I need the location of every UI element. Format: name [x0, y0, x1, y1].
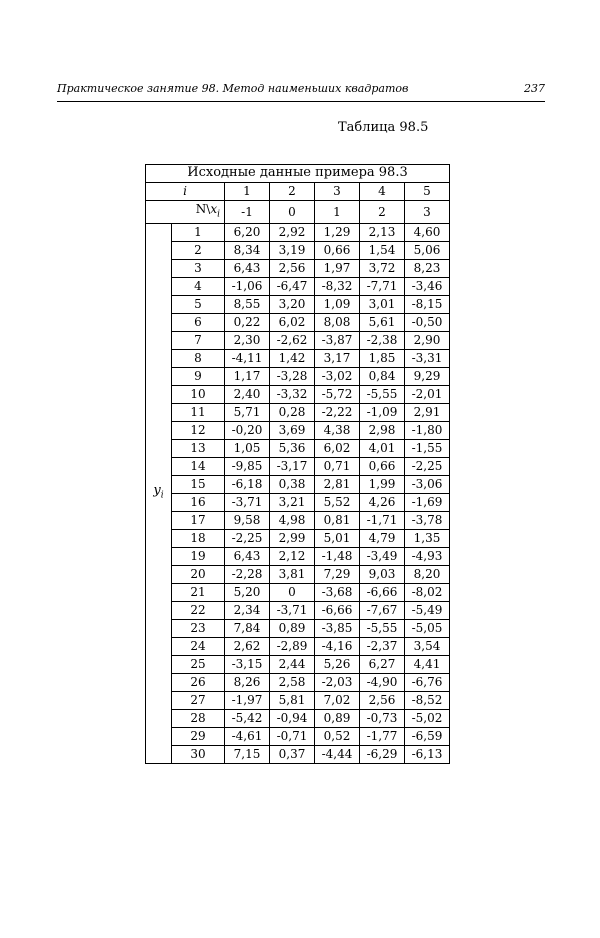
row-number: 22: [172, 602, 225, 620]
row-number: 14: [172, 458, 225, 476]
table-row: [146, 620, 450, 638]
cell-value: -2,38: [360, 332, 405, 350]
table-row: [146, 422, 450, 440]
cell-value: 1,54: [360, 242, 405, 260]
data-table: [145, 164, 450, 764]
row-number: 21: [172, 584, 225, 602]
cell-value: 1,85: [360, 350, 405, 368]
row-number: 1: [172, 224, 225, 242]
cell-value: 0,38: [270, 476, 315, 494]
cell-value: -6,76: [405, 674, 450, 692]
row-number: 9: [172, 368, 225, 386]
n-label: N: [195, 202, 207, 216]
row-number: 11: [172, 404, 225, 422]
cell-value: 3,01: [360, 296, 405, 314]
cell-value: 3,72: [360, 260, 405, 278]
cell-value: -1,71: [360, 512, 405, 530]
cell-value: 4,41: [405, 656, 450, 674]
cell-value: -6,66: [315, 602, 360, 620]
cell-value: 0,28: [270, 404, 315, 422]
cell-value: -0,20: [225, 422, 270, 440]
table-row: [146, 602, 450, 620]
cell-value: -4,90: [360, 674, 405, 692]
cell-value: -6,18: [225, 476, 270, 494]
cell-value: 0,66: [360, 458, 405, 476]
cell-value: 1,09: [315, 296, 360, 314]
cell-value: 9,29: [405, 368, 450, 386]
cell-value: 6,02: [315, 440, 360, 458]
cell-value: -1,09: [360, 404, 405, 422]
cell-value: -2,62: [270, 332, 315, 350]
cell-value: 2,12: [270, 548, 315, 566]
cell-value: -7,67: [360, 602, 405, 620]
cell-value: -3,71: [270, 602, 315, 620]
table-row: [146, 368, 450, 386]
cell-value: -4,61: [225, 728, 270, 746]
cell-value: 5,36: [270, 440, 315, 458]
cell-value: 8,23: [405, 260, 450, 278]
cell-value: 2,34: [225, 602, 270, 620]
cell-value: 1,29: [315, 224, 360, 242]
cell-value: -3,32: [270, 386, 315, 404]
cell-value: 5,81: [270, 692, 315, 710]
x-value: 1: [315, 201, 360, 224]
cell-value: 2,58: [270, 674, 315, 692]
cell-value: -1,69: [405, 494, 450, 512]
cell-value: 1,05: [225, 440, 270, 458]
cell-value: -8,15: [405, 296, 450, 314]
cell-value: 9,58: [225, 512, 270, 530]
i-value: 4: [360, 183, 405, 201]
cell-value: 1,42: [270, 350, 315, 368]
row-number: 2: [172, 242, 225, 260]
cell-value: 6,43: [225, 260, 270, 278]
table-row: [146, 404, 450, 422]
cell-value: 0: [270, 584, 315, 602]
i-value: 2: [270, 183, 315, 201]
cell-value: -4,16: [315, 638, 360, 656]
table-row: [146, 242, 450, 260]
x-header-row: [146, 201, 450, 224]
cell-value: -0,71: [270, 728, 315, 746]
cell-value: -1,80: [405, 422, 450, 440]
table-row: [146, 728, 450, 746]
header-rule: [57, 101, 545, 102]
cell-value: 6,02: [270, 314, 315, 332]
row-number: 30: [172, 746, 225, 764]
cell-value: 2,99: [270, 530, 315, 548]
cell-value: 1,97: [315, 260, 360, 278]
cell-value: -4,11: [225, 350, 270, 368]
row-number: 18: [172, 530, 225, 548]
cell-value: -3,02: [315, 368, 360, 386]
cell-value: 9,03: [360, 566, 405, 584]
cell-value: -5,55: [360, 620, 405, 638]
cell-value: 0,89: [315, 710, 360, 728]
cell-value: 2,13: [360, 224, 405, 242]
table-row: [146, 386, 450, 404]
cell-value: 0,84: [360, 368, 405, 386]
cell-value: 0,89: [270, 620, 315, 638]
cell-value: 6,43: [225, 548, 270, 566]
cell-value: 2,98: [360, 422, 405, 440]
table-row: [146, 224, 450, 242]
cell-value: -3,71: [225, 494, 270, 512]
cell-value: -1,55: [405, 440, 450, 458]
cell-value: -3,78: [405, 512, 450, 530]
row-number: 29: [172, 728, 225, 746]
i-header-row: [146, 183, 450, 201]
table-title: Исходные данные примера 98.3: [146, 165, 450, 183]
cell-value: 8,26: [225, 674, 270, 692]
cell-value: 8,55: [225, 296, 270, 314]
cell-value: 0,37: [270, 746, 315, 764]
cell-value: 7,02: [315, 692, 360, 710]
cell-value: -1,06: [225, 278, 270, 296]
cell-value: 2,91: [405, 404, 450, 422]
cell-value: 8,08: [315, 314, 360, 332]
cell-value: 3,21: [270, 494, 315, 512]
cell-value: 2,56: [360, 692, 405, 710]
cell-value: 1,99: [360, 476, 405, 494]
x-value: 0: [270, 201, 315, 224]
cell-value: -6,66: [360, 584, 405, 602]
cell-value: 4,38: [315, 422, 360, 440]
row-number: 6: [172, 314, 225, 332]
cell-value: 5,26: [315, 656, 360, 674]
row-number: 17: [172, 512, 225, 530]
cell-value: 3,69: [270, 422, 315, 440]
cell-value: 2,40: [225, 386, 270, 404]
table-row: [146, 494, 450, 512]
cell-value: 4,98: [270, 512, 315, 530]
cell-value: 2,62: [225, 638, 270, 656]
cell-value: 3,17: [315, 350, 360, 368]
row-number: 28: [172, 710, 225, 728]
cell-value: 0,71: [315, 458, 360, 476]
running-head-title: Практическое занятие 98. Метод наименьших квадратов: [57, 82, 409, 95]
table-row: [146, 278, 450, 296]
cell-value: 3,20: [270, 296, 315, 314]
cell-value: 3,81: [270, 566, 315, 584]
table-row: [146, 656, 450, 674]
cell-value: 0,66: [315, 242, 360, 260]
i-value: 5: [405, 183, 450, 201]
y-label: y: [153, 483, 161, 499]
row-number: 26: [172, 674, 225, 692]
cell-value: -6,13: [405, 746, 450, 764]
cell-value: 5,52: [315, 494, 360, 512]
table-row: [146, 440, 450, 458]
cell-value: -3,31: [405, 350, 450, 368]
cell-value: 5,06: [405, 242, 450, 260]
row-number: 4: [172, 278, 225, 296]
cell-value: 0,52: [315, 728, 360, 746]
cell-value: 1,35: [405, 530, 450, 548]
cell-value: 2,90: [405, 332, 450, 350]
row-number: 16: [172, 494, 225, 512]
cell-value: 4,60: [405, 224, 450, 242]
cell-value: -6,29: [360, 746, 405, 764]
x-subscript: i: [217, 209, 220, 220]
table-row: [146, 476, 450, 494]
table-row: [146, 566, 450, 584]
cell-value: -6,47: [270, 278, 315, 296]
cell-value: 7,84: [225, 620, 270, 638]
i-label: i: [146, 183, 225, 201]
cell-value: -5,72: [315, 386, 360, 404]
table-row: [146, 332, 450, 350]
cell-value: 4,01: [360, 440, 405, 458]
table-row: [146, 548, 450, 566]
y-label-cell: [146, 224, 172, 764]
cell-value: -3,49: [360, 548, 405, 566]
x-value: 3: [405, 201, 450, 224]
page-number: 237: [524, 82, 545, 95]
cell-value: -8,52: [405, 692, 450, 710]
row-number: 27: [172, 692, 225, 710]
row-number: 7: [172, 332, 225, 350]
row-number: 24: [172, 638, 225, 656]
cell-value: -2,37: [360, 638, 405, 656]
cell-value: -3,68: [315, 584, 360, 602]
cell-value: 6,27: [360, 656, 405, 674]
cell-value: -2,25: [405, 458, 450, 476]
cell-value: 3,19: [270, 242, 315, 260]
cell-value: -6,59: [405, 728, 450, 746]
cell-value: 2,92: [270, 224, 315, 242]
cell-value: 1,17: [225, 368, 270, 386]
cell-value: -5,42: [225, 710, 270, 728]
y-subscript: i: [160, 490, 164, 501]
row-number: 25: [172, 656, 225, 674]
cell-value: -3,85: [315, 620, 360, 638]
row-number: 20: [172, 566, 225, 584]
cell-value: -3,28: [270, 368, 315, 386]
table-row: [146, 350, 450, 368]
cell-value: -0,73: [360, 710, 405, 728]
table-row: [146, 296, 450, 314]
cell-value: 2,30: [225, 332, 270, 350]
row-number: 13: [172, 440, 225, 458]
cell-value: 5,01: [315, 530, 360, 548]
table-row: [146, 746, 450, 764]
cell-value: -1,97: [225, 692, 270, 710]
row-number: 23: [172, 620, 225, 638]
n-x-label: [146, 201, 225, 224]
cell-value: 2,81: [315, 476, 360, 494]
cell-value: 5,71: [225, 404, 270, 422]
table-row: [146, 638, 450, 656]
cell-value: -2,28: [225, 566, 270, 584]
cell-value: -8,02: [405, 584, 450, 602]
table-row: [146, 314, 450, 332]
x-label: x: [210, 202, 218, 216]
cell-value: -5,05: [405, 620, 450, 638]
cell-value: 3,54: [405, 638, 450, 656]
cell-value: -3,17: [270, 458, 315, 476]
cell-value: -2,22: [315, 404, 360, 422]
x-value: 2: [360, 201, 405, 224]
cell-value: 5,61: [360, 314, 405, 332]
cell-value: 7,15: [225, 746, 270, 764]
cell-value: 0,81: [315, 512, 360, 530]
cell-value: -7,71: [360, 278, 405, 296]
cell-value: -4,93: [405, 548, 450, 566]
cell-value: 8,34: [225, 242, 270, 260]
cell-value: -0,94: [270, 710, 315, 728]
running-head: [57, 82, 545, 98]
cell-value: -9,85: [225, 458, 270, 476]
table-row: [146, 710, 450, 728]
cell-value: -5,49: [405, 602, 450, 620]
cell-value: -3,46: [405, 278, 450, 296]
table-row: [146, 674, 450, 692]
cell-value: -5,55: [360, 386, 405, 404]
i-value: 1: [225, 183, 270, 201]
cell-value: -2,01: [405, 386, 450, 404]
table-row: [146, 692, 450, 710]
cell-value: -2,25: [225, 530, 270, 548]
diagonal-separator: \: [206, 202, 211, 216]
cell-value: -4,44: [315, 746, 360, 764]
cell-value: -3,15: [225, 656, 270, 674]
table-row: [146, 260, 450, 278]
cell-value: 6,20: [225, 224, 270, 242]
table-row: [146, 458, 450, 476]
i-value: 3: [315, 183, 360, 201]
cell-value: 0,22: [225, 314, 270, 332]
row-number: 19: [172, 548, 225, 566]
cell-value: 7,29: [315, 566, 360, 584]
cell-value: -8,32: [315, 278, 360, 296]
table-title-row: [146, 165, 450, 183]
cell-value: -0,50: [405, 314, 450, 332]
cell-value: 2,44: [270, 656, 315, 674]
cell-value: -5,02: [405, 710, 450, 728]
table-row: [146, 584, 450, 602]
cell-value: -3,87: [315, 332, 360, 350]
cell-value: 4,26: [360, 494, 405, 512]
cell-value: -3,06: [405, 476, 450, 494]
cell-value: -2,89: [270, 638, 315, 656]
table-row: [146, 530, 450, 548]
row-number: 8: [172, 350, 225, 368]
row-number: 3: [172, 260, 225, 278]
row-number: 5: [172, 296, 225, 314]
cell-value: -1,48: [315, 548, 360, 566]
cell-value: 5,20: [225, 584, 270, 602]
x-value: -1: [225, 201, 270, 224]
row-number: 15: [172, 476, 225, 494]
cell-value: -2,03: [315, 674, 360, 692]
cell-value: 2,56: [270, 260, 315, 278]
cell-value: -1,77: [360, 728, 405, 746]
row-number: 12: [172, 422, 225, 440]
row-number: 10: [172, 386, 225, 404]
table-row: [146, 512, 450, 530]
table-caption: Таблица 98.5: [338, 120, 429, 135]
cell-value: 8,20: [405, 566, 450, 584]
cell-value: 4,79: [360, 530, 405, 548]
